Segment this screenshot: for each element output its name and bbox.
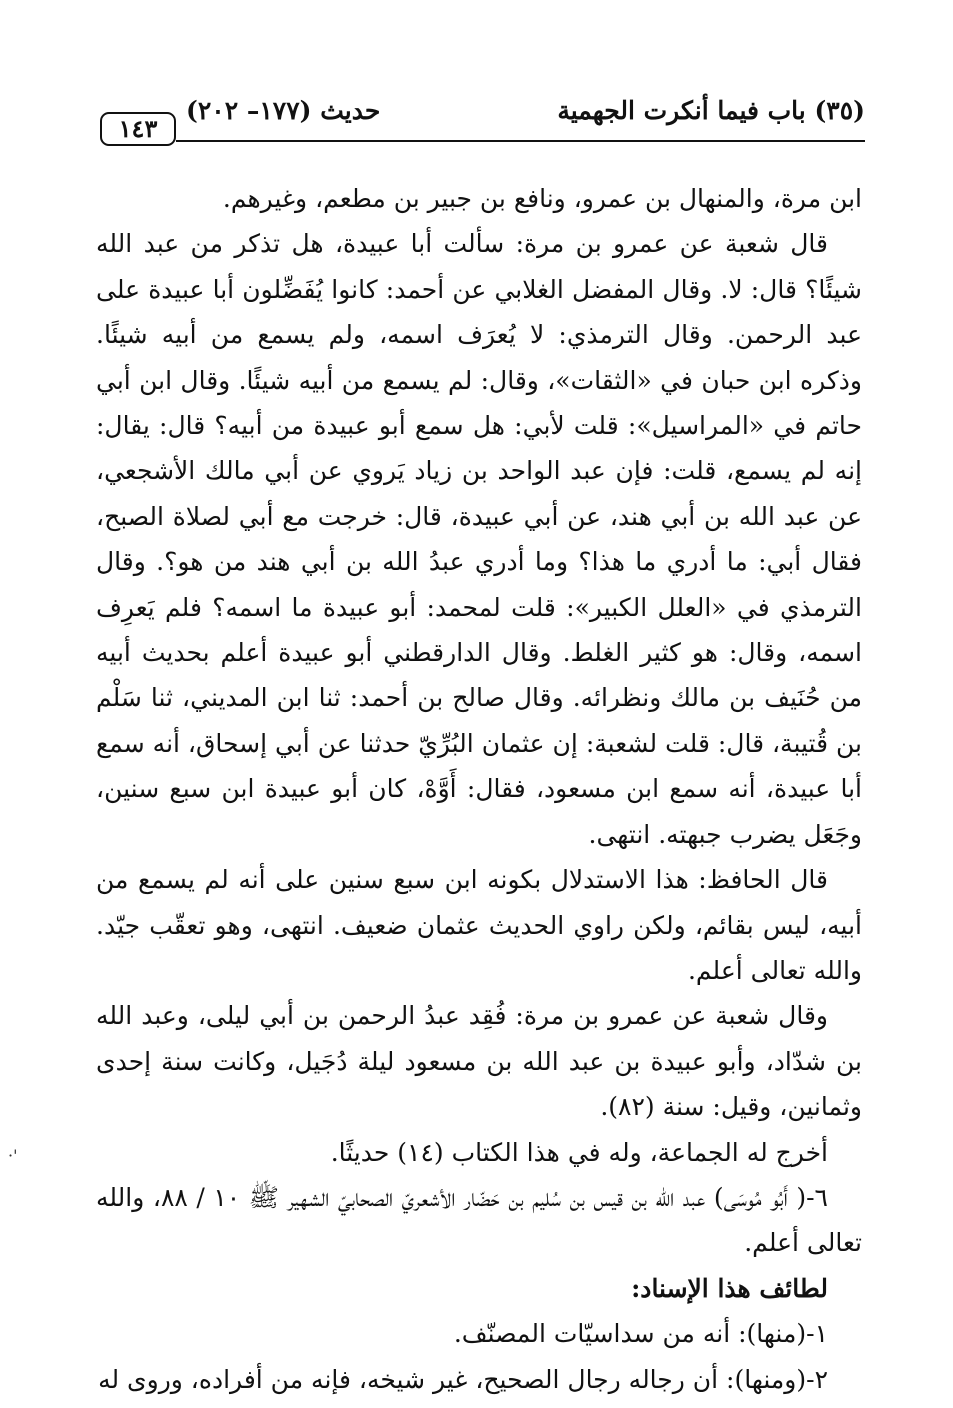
paragraph-9: ٢-(ومنها): أن رجاله رجال الصحيح، غير شيخه، فإنه من أفراده، وروى له bbox=[98, 1364, 828, 1394]
paragraph-8: ١-(منها): أنه من سداسيّات المصنّف. bbox=[453, 1319, 828, 1349]
chapter-title: (٣٥) باب فيما أنكرت الجهمية bbox=[557, 96, 865, 125]
page-header bbox=[100, 92, 865, 148]
paragraph-6: ٦-( أَبُو مُوسَى) عبد الله بن قيس بن سُليم بن حَضّار الأشعريّ الصحابيّ الشهير ﷺ ١٠ / ٨٨، والله تعالى أعلم. bbox=[96, 1182, 862, 1258]
paragraph-5: أخرج له الجماعة، وله في هذا الكتاب (١٤) حديثًا. bbox=[330, 1137, 828, 1167]
header-rule bbox=[176, 140, 865, 142]
paragraph-1: ابن مرة، والمنهال بن عمرو، ونافع بن جبير بن مطعم، وغيرهم. bbox=[222, 184, 862, 213]
page-body bbox=[96, 176, 862, 1402]
hadith-range: حديث (١٧٧– ٢٠٢) bbox=[186, 96, 381, 125]
paragraph-2: قال شعبة عن عمرو بن مرة: سألت أبا عبيدة، هل تذكر من عبد الله شيئًا؟ قال: لا. وقال المفضل الغلابي عن أحمد: كانوا يُفَضِّلون أبا عبيدة على عبد الرحمن. وقال الترمذي: لا يُعرَف اسمه، ولم يسمع من أبيه شيئًا. وذكره ابن حبان في «الثقات»، وقال: لم يسمع من أبيه شيئًا. وقال ابن أبي حاتم في «المراسيل»: قلت لأبي: هل سمع أبو عبيدة من أبيه؟ قال: يقال: إنه لم يسمع، قلت: فإن عبد الواحد بن زياد يَروي عن أبي مالك الأشجعي، عن عبد الله بن أبي هند، عن أبي عبيدة، قال: خرجت مع أبي لصلاة الصبح، فقال أبي: ما أدري ما هذا؟ وما أدري عبدُ الله بن أبي هند من هو؟. وقال الترمذي في «العلل الكبير»: قلت لمحمد: أبو عبيدة ما اسمه؟ فلم يَعرِف اسمه، وقال: هو كثير الغلط. وقال الدارقطني أبو عبيدة أعلم بحديث أبيه من حُنَيف بن مالك ونظرائه. وقال صالح بن أحمد: ثنا ابن المديني، ثنا سَلْم بن قُتيبة، قال: قلت لشعبة: إن عثمان البُرِّيّ حدثنا عن أبي إسحاق، أنه سمع أبا عبيدة، أنه سمع ابن مسعود، فقال: أَوَّهْ، كان أبو عبيدة ابن سبع سنين، وجَعَل يضرب جبهته. انتهى. bbox=[96, 229, 862, 849]
section-heading: لطائف هذا الإسناد: bbox=[631, 1273, 828, 1303]
page-number: ١٤٣ bbox=[100, 112, 176, 146]
stray-mark: ·' bbox=[8, 1146, 18, 1165]
paragraph-3: قال الحافظ: هذا الاستدلال بكونه ابن سبع سنين على أنه لم يسمع من أبيه، ليس بقائم، ولكن راوي الحديث عثمان ضعيف. انتهى، وهو تعقّب جيّد. والله تعالى أعلم. bbox=[96, 865, 862, 985]
paragraph-4: وقال شعبة عن عمرو بن مرة: فُقِد عبدُ الرحمن بن أبي ليلى، وعبد الله بن شدّاد، وأبو عبيدة بن عبد الله بن مسعود ليلة دُجَيل، وكانت سنة إحدى وثمانين، وقيل: سنة (٨٢). bbox=[96, 1001, 862, 1122]
